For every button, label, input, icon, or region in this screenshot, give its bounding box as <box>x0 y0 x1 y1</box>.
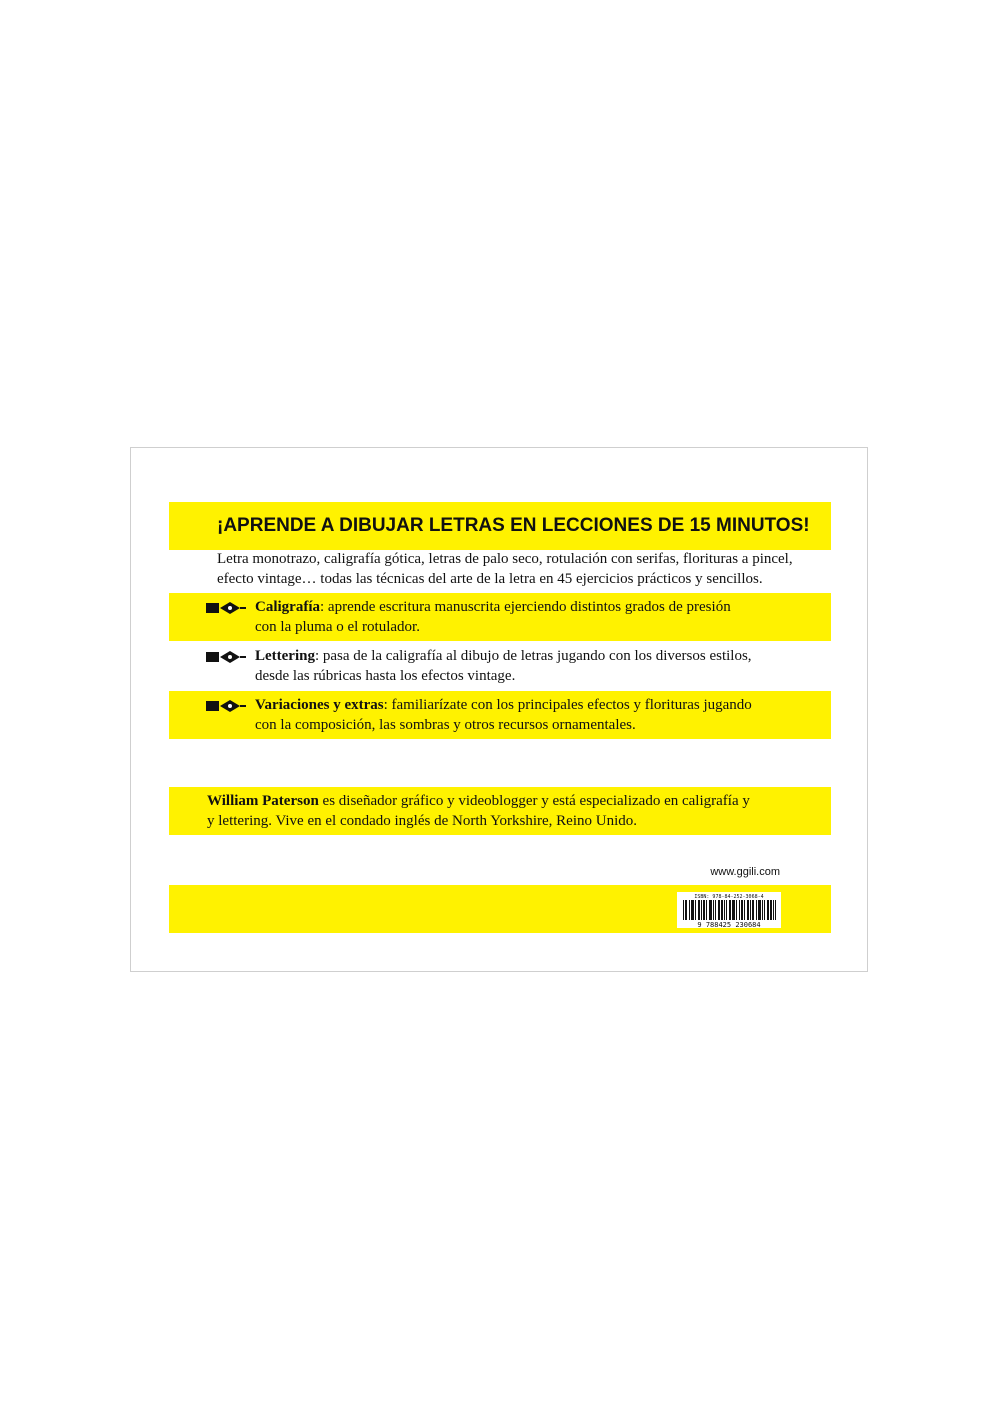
feature-text <box>255 695 825 735</box>
barcode-bar <box>729 900 730 920</box>
barcode-bar <box>770 900 771 920</box>
barcode-digits: 9 788425 230684 <box>697 921 761 928</box>
barcode-bar <box>759 900 760 920</box>
barcode-bar <box>689 900 690 920</box>
barcode-bar <box>709 900 710 920</box>
publisher-url[interactable]: www.ggili.com <box>710 866 780 878</box>
barcode-bar <box>693 900 694 920</box>
feature-variaciones <box>169 691 831 739</box>
barcode-bar <box>775 900 776 920</box>
barcode-bar <box>771 900 772 920</box>
barcode-bar <box>698 900 699 920</box>
author-name: William Paterson <box>207 793 319 809</box>
barcode-bar <box>742 900 743 920</box>
pen-nib-icon <box>206 601 246 615</box>
barcode-bar <box>701 900 702 920</box>
barcode-bar <box>706 900 707 920</box>
isbn-label: ISBN: 978-84-252-3068-4 <box>694 894 764 900</box>
barcode-bar <box>704 900 705 920</box>
barcode-bar <box>748 900 749 920</box>
book-back-cover <box>130 447 868 972</box>
barcode-bar <box>773 900 774 920</box>
barcode-bar <box>718 900 719 920</box>
feature-lettering <box>169 642 831 690</box>
barcode-bar <box>736 900 737 920</box>
feature-title: Lettering <box>255 648 315 664</box>
feature-title: Caligrafía <box>255 599 320 615</box>
author-desc-cont: y lettering. Vive en el condado inglés de North Yorkshire, Reino Unido. <box>207 813 638 829</box>
headline: ¡APRENDE A DIBUJAR LETRAS EN LECCIONES DE 15 MINUTOS! <box>169 502 831 550</box>
barcode-bar <box>710 900 711 920</box>
barcode-bar <box>744 900 745 920</box>
feature-text <box>255 646 825 686</box>
barcode-bar <box>685 900 686 920</box>
barcode-bar <box>695 900 696 920</box>
barcode <box>677 892 781 928</box>
barcode-bar <box>699 900 700 920</box>
author-bio <box>169 787 831 835</box>
barcode-bar <box>691 900 692 920</box>
barcode-bar <box>730 900 731 920</box>
barcode-bar <box>753 900 754 920</box>
barcode-bar <box>733 900 734 920</box>
barcode-bar <box>767 900 768 920</box>
intro-line: efecto vintage… todas las técnicas del arte de la letra en 45 ejercicios prácticos y sencillos. <box>217 571 763 587</box>
barcode-bar <box>764 900 765 920</box>
intro-line: Letra monotrazo, caligrafía gótica, letras de palo seco, rotulación con serifas, florituras a pincel, <box>217 551 793 567</box>
feature-desc-cont: desde las rúbricas hasta los efectos vintage. <box>255 668 516 684</box>
barcode-bar <box>768 900 769 920</box>
feature-desc: : aprende escritura manuscrita ejerciendo distintos grados de presión <box>320 599 731 615</box>
barcode-bar <box>724 900 725 920</box>
barcode-bar <box>715 900 716 920</box>
pen-nib-icon <box>206 650 246 664</box>
feature-desc-cont: con la composición, las sombras y otros recursos ornamentales. <box>255 717 636 733</box>
pen-nib-icon <box>206 699 246 713</box>
barcode-bar <box>747 900 748 920</box>
barcode-bar <box>686 900 687 920</box>
author-text <box>207 791 817 831</box>
barcode-bar <box>713 900 714 920</box>
barcode-bar <box>683 900 684 920</box>
barcode-bar <box>703 900 704 920</box>
barcode-bar <box>752 900 753 920</box>
barcode-bar <box>726 900 727 920</box>
barcode-bar <box>750 900 751 920</box>
barcode-bar <box>762 900 763 920</box>
author-desc: es diseñador gráfico y videoblogger y está especializado en caligrafía y <box>318 793 750 809</box>
barcode-bar <box>719 900 720 920</box>
barcode-bar <box>721 900 722 920</box>
barcode-bar <box>741 900 742 920</box>
intro-text <box>217 549 827 589</box>
barcode-bar <box>734 900 735 920</box>
barcode-bar <box>758 900 759 920</box>
barcode-bar <box>739 900 740 920</box>
barcode-bar <box>756 900 757 920</box>
footer-band <box>169 885 831 933</box>
barcode-bar <box>692 900 693 920</box>
feature-desc-cont: con la pluma o el rotulador. <box>255 619 420 635</box>
feature-caligrafia <box>169 593 831 641</box>
barcode-bar <box>732 900 733 920</box>
barcode-bar <box>711 900 712 920</box>
barcode-bar <box>722 900 723 920</box>
barcode-bar <box>760 900 761 920</box>
feature-text <box>255 597 825 637</box>
feature-desc: : familiarízate con los principales efectos y florituras jugando <box>383 697 752 713</box>
feature-title: Variaciones y extras <box>255 697 384 713</box>
feature-desc: : pasa de la caligrafía al dibujo de letras jugando con los diversos estilos, <box>314 648 752 664</box>
